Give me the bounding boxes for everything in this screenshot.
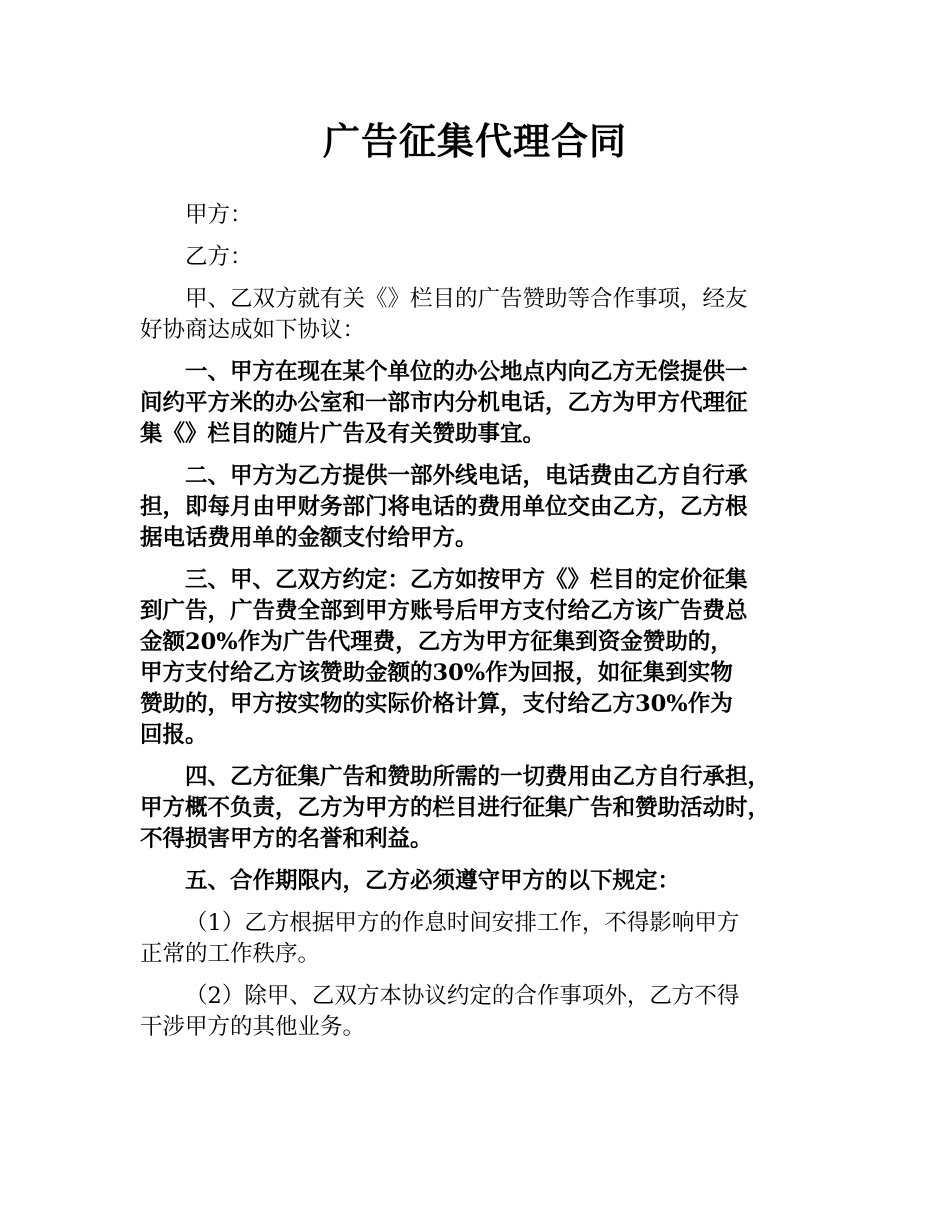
clause-3-line: 甲方支付给乙方该赞助金额的30%作为回报，如征集到实物 bbox=[140, 660, 733, 686]
intro-line: 甲、乙双方就有关《》栏目的广告赞助等合作事项，经友 bbox=[185, 286, 748, 312]
item-1-paragraph bbox=[140, 908, 820, 970]
clause-1-line: 集《》栏目的随片广告及有关赞助事宜。 bbox=[140, 421, 546, 447]
clause-2-line: 据电话费用单的金额支付给甲方。 bbox=[140, 525, 478, 551]
document-title: 广告征集代理合同 bbox=[323, 120, 627, 163]
clause-4-line: 不得损害甲方的名誉和利益。 bbox=[140, 826, 433, 852]
clause-3-line: 赞助的，甲方按实物的实际价格计算，支付给乙方30%作为 bbox=[140, 691, 733, 717]
intro-paragraph bbox=[140, 284, 820, 346]
clause-5-line: 五、合作期限内，乙方必须遵守甲方的以下规定： bbox=[185, 868, 681, 894]
clause-5-paragraph bbox=[140, 866, 820, 897]
clause-4-paragraph bbox=[140, 762, 820, 855]
clause-1-line: 间约平方米的办公室和一部市内分机电话，乙方为甲方代理征 bbox=[140, 390, 748, 416]
party-a-line bbox=[140, 200, 820, 231]
item-2-line: （2）除甲、乙双方本协议约定的合作事项外，乙方不得 bbox=[185, 983, 740, 1009]
clause-1-line: 一、甲方在现在某个单位的办公地点内向乙方无偿提供一 bbox=[185, 359, 748, 385]
item-1-line: （1）乙方根据甲方的作息时间安排工作，不得影响甲方 bbox=[185, 910, 740, 936]
clause-1-paragraph bbox=[140, 357, 820, 450]
clause-3-line: 金额20%作为广告代理费，乙方为甲方征集到资金赞助的， bbox=[140, 629, 733, 655]
item-1-line: 正常的工作秩序。 bbox=[140, 941, 321, 967]
clause-2-line: 二、甲方为乙方提供一部外线电话，电话费由乙方自行承 bbox=[185, 463, 748, 489]
document-body bbox=[140, 200, 820, 1054]
clause-3-line: 回报。 bbox=[140, 722, 208, 748]
intro-line: 好协商达成如下协议： bbox=[140, 317, 366, 343]
party-a-label: 甲方： bbox=[185, 202, 253, 228]
clause-2-line: 担，即每月由甲财务部门将电话的费用单位交由乙方，乙方根 bbox=[140, 494, 748, 520]
party-b-line bbox=[140, 242, 820, 273]
clause-4-line: 四、乙方征集广告和赞助所需的一切费用由乙方自行承担， bbox=[185, 764, 771, 790]
clause-2-paragraph bbox=[140, 461, 820, 554]
clause-3-paragraph bbox=[140, 565, 820, 751]
item-2-paragraph bbox=[140, 981, 820, 1043]
clause-3-line: 到广告，广告费全部到甲方账号后甲方支付给乙方该广告费总 bbox=[140, 598, 748, 624]
party-b-label: 乙方： bbox=[185, 244, 253, 270]
item-2-line: 干涉甲方的其他业务。 bbox=[140, 1014, 366, 1040]
clause-3-line: 三、甲、乙双方约定：乙方如按甲方《》栏目的定价征集 bbox=[185, 567, 748, 593]
clause-4-line: 甲方概不负责，乙方为甲方的栏目进行征集广告和赞助活动时， bbox=[140, 795, 771, 821]
